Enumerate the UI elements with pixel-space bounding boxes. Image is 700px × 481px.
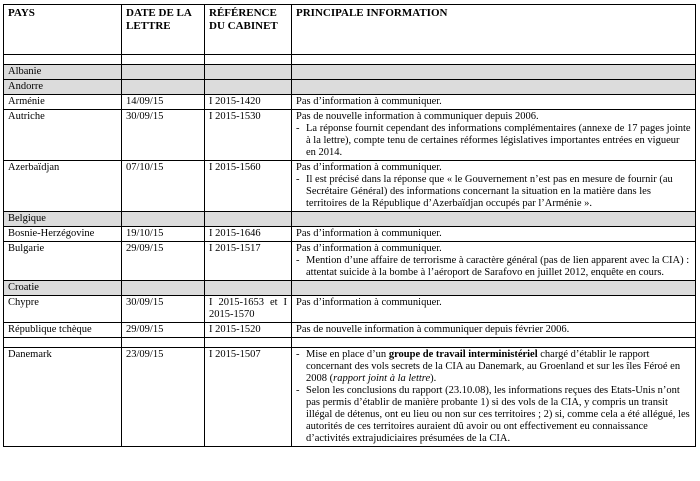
table-row	[4, 348, 696, 447]
bold-phrase: groupe de travail interministériel	[388, 349, 538, 360]
country-cell: Chypre	[4, 296, 122, 323]
table-row	[4, 227, 696, 242]
reference-cell: I 2015-1517	[205, 242, 292, 281]
date-cell	[122, 212, 205, 227]
info-text: Pas d’information à communiquer.	[296, 162, 442, 173]
info-bullet	[296, 123, 691, 159]
date-cell: 29/09/15	[122, 242, 205, 281]
reference-cell: I 2015-1530	[205, 110, 292, 161]
date-cell: 23/09/15	[122, 348, 205, 447]
table-row	[4, 296, 696, 323]
header-row	[4, 5, 696, 55]
info-text: Pas de nouvelle information à communiquer depuis 2006.	[296, 111, 539, 122]
bullet-text: Il est précisé dans la réponse que « le Gouvernement n’est pas en mesure de fournir (au Secrétaire Général) des informations concernant la situation en la matière dans les territoires de la République d’Azerbaïdjan occupés par l’Arménie ».	[306, 174, 673, 209]
info-cell	[292, 242, 696, 281]
dash-bullet-icon: -	[296, 123, 300, 134]
info-cell	[292, 65, 696, 80]
countries-table	[3, 4, 696, 447]
table-row	[4, 95, 696, 110]
info-cell	[292, 212, 696, 227]
reference-cell	[205, 281, 292, 296]
reference-cell	[205, 212, 292, 227]
bullet-text-part: Mise en place d’un	[306, 349, 389, 360]
info-cell	[292, 110, 696, 161]
country-cell: Albanie	[4, 65, 122, 80]
info-cell: Pas d’information à communiquer.	[292, 296, 696, 323]
header-pays: PAYS	[4, 5, 122, 55]
dash-bullet-icon: -	[296, 385, 300, 396]
info-cell: Pas d’information à communiquer.	[292, 227, 696, 242]
info-bullet	[296, 349, 691, 385]
country-cell: Arménie	[4, 95, 122, 110]
info-bullet	[296, 255, 691, 279]
country-cell: Azerbaïdjan	[4, 161, 122, 212]
table-row	[4, 242, 696, 281]
table-row	[4, 212, 696, 227]
reference-cell: I 2015-1646	[205, 227, 292, 242]
country-cell: Andorre	[4, 80, 122, 95]
header-information: PRINCIPALE INFORMATION	[292, 5, 696, 55]
table-row	[4, 323, 696, 338]
bullet-text-part: chargé d’établir le rapport concernant des vols secrets de la CIA au Danemark, au Groenland et sur les îles Féroé en 2008 (	[306, 349, 681, 384]
info-text: Pas d’information à communiquer.	[296, 243, 442, 254]
country-cell: Danemark	[4, 348, 122, 447]
table-row	[4, 281, 696, 296]
dash-bullet-icon: -	[296, 174, 300, 185]
date-cell	[122, 65, 205, 80]
date-cell: 19/10/15	[122, 227, 205, 242]
info-cell: Pas de nouvelle information à communiquer depuis février 2006.	[292, 323, 696, 338]
italic-phrase: rapport joint à la lettre	[333, 373, 431, 384]
reference-cell: I 2015-1520	[205, 323, 292, 338]
info-cell: Pas d’information à communiquer.	[292, 95, 696, 110]
table-row	[4, 161, 696, 212]
bullet-text: Selon les conclusions du rapport (23.10.08), les informations reçues des Etats-Unis n’ont pas permis d’établir de manière probante 1) si des vols de la CIA, y compris un transit illégal de détenus, ont eu lieu ou non sur ces territoires ; 2) si, comme cela a été allégué, les autorités de ces territoires auraient dû avoir ou ont effectivement eu connaissance d’activités extrajudiciaires présumées de la CIA.	[306, 385, 690, 444]
bullet-text	[306, 349, 691, 385]
spacer-row	[4, 55, 696, 65]
date-cell: 07/10/15	[122, 161, 205, 212]
info-cell	[292, 80, 696, 95]
country-cell: Autriche	[4, 110, 122, 161]
info-cell	[292, 161, 696, 212]
date-cell: 14/09/15	[122, 95, 205, 110]
header-date: DATE DE LA LETTRE	[122, 5, 205, 55]
date-cell: 30/09/15	[122, 296, 205, 323]
date-cell	[122, 80, 205, 95]
country-cell: République tchèque	[4, 323, 122, 338]
table-row	[4, 110, 696, 161]
country-cell: Belgique	[4, 212, 122, 227]
date-cell: 29/09/15	[122, 323, 205, 338]
dash-bullet-icon: -	[296, 349, 300, 360]
info-cell	[292, 281, 696, 296]
table-row	[4, 80, 696, 95]
reference-cell: I 2015-1560	[205, 161, 292, 212]
country-cell: Bosnie-Herzégovine	[4, 227, 122, 242]
table-row	[4, 65, 696, 80]
country-cell: Bulgarie	[4, 242, 122, 281]
spacer-row	[4, 338, 696, 348]
info-cell	[292, 348, 696, 447]
reference-cell	[205, 65, 292, 80]
country-cell: Croatie	[4, 281, 122, 296]
reference-cell: I 2015-1507	[205, 348, 292, 447]
reference-cell: I 2015-1653 et I 2015-1570	[205, 296, 292, 323]
dash-bullet-icon: -	[296, 255, 300, 266]
date-cell	[122, 281, 205, 296]
info-bullet	[296, 385, 691, 445]
bullet-text: Mention d’une affaire de terrorisme à caractère général (pas de lien apparent avec la CIA) : attentat suicide à la bombe à l’aéroport de Sarafovo en juillet 2012, enquête en cours.	[306, 255, 690, 278]
reference-cell: I 2015-1420	[205, 95, 292, 110]
reference-cell	[205, 80, 292, 95]
date-cell: 30/09/15	[122, 110, 205, 161]
bullet-text-part: ).	[430, 373, 437, 384]
header-reference: RÉFÉRENCE DU CABINET	[205, 5, 292, 55]
bullet-text: La réponse fournit cependant des informations complémentaires (annexe de 17 pages jointe à la lettre), compte tenu de certaines réformes législatives importantes entrées en vigueur en 2014.	[306, 123, 691, 158]
info-bullet	[296, 174, 691, 210]
